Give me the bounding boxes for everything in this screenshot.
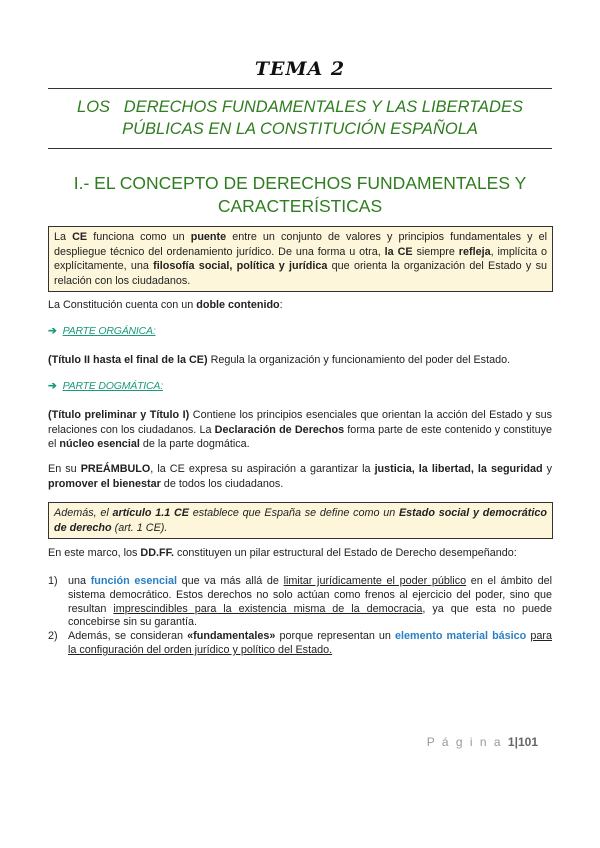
tema-title: TEMA 2 (254, 58, 346, 80)
subtitle-line-2: PÚBLICAS EN LA CONSTITUCIÓN ESPAÑOLA (122, 120, 478, 138)
section-heading (48, 172, 552, 218)
funciones-list (48, 575, 552, 658)
preambulo-paragraph: En su PREÁMBULO, la CE expresa su aspiración a garantizar la justicia, la libertad, la seguridad y promover el bienestar de todos los ciudadanos. (48, 463, 552, 490)
list-item: 2) Además, se consideran «fundamentales» porque representan un elemento material básico para la configuración del orden jurídico y político del Estado. (48, 630, 553, 656)
page-footer: P á g i n a 1|101 (426, 735, 538, 749)
top-rule (48, 88, 552, 89)
bottom-rule (48, 148, 552, 149)
doble-contenido-paragraph: La Constitución cuenta con un doble contenido: (48, 299, 283, 311)
marco-paragraph: En este marco, los DD.FF. constituyen un pilar estructural del Estado de Derecho desempeñando: (48, 547, 517, 559)
list-item: 1) una función esencial que va más allá de limitar jurídicamente el poder público en el ámbito del sistema democrático. Estos derechos no solo actúan como frenos al ejercicio del poder, sino que resultan imprescindibles para la existencia misma de la democracia, ya que esta no puede concebirse sin su garantía. (48, 575, 552, 629)
subtitle-line-1: LOS DERECHOS FUNDAMENTALES Y LAS LIBERTADES (77, 98, 523, 116)
articulo-box: Además, el artículo 1.1 CE establece que España se define como un Estado social y democrático de derecho (art. 1 CE). (48, 502, 553, 539)
page-total: 101 (517, 735, 538, 749)
page-number: 1 (507, 735, 515, 749)
section-heading-line-2: CARACTERÍSTICAS (217, 196, 383, 216)
arrow-icon: ➔ (48, 380, 57, 392)
intro-box: La CE funciona como un puente entre un conjunto de valores y principios fundamentales y el despliegue técnico del ordenamiento jurídico. De una forma u otra, la CE siempre refleja, implícita o explícitamente, una filosofía social, política y jurídica que orienta la organización del Estado y su relación con los ciudadanos. (48, 226, 553, 292)
section-heading-line-1: I.- EL CONCEPTO DE DERECHOS FUNDAMENTALES Y (73, 173, 527, 193)
parte-organica-paragraph: (Título II hasta el final de la CE) Regula la organización y funcionamiento del poder del Estado. (48, 354, 511, 366)
parte-dogmatica-heading: ➔ PARTE DOGMÁTICA: (48, 380, 163, 392)
parte-organica-heading: ➔ PARTE ORGÁNICA: (48, 325, 156, 337)
arrow-icon: ➔ (48, 325, 57, 337)
document-subtitle (48, 96, 552, 140)
parte-dogmatica-paragraph: (Título preliminar y Título I) Contiene los principios esenciales que orientan la acción del Estado y sus relaciones con los ciudadanos. La Declaración de Derechos forma parte de este contenido y constituye el núcleo esencial de la parte dogmática. (48, 409, 552, 451)
pagina-label: P á g i n a (426, 735, 503, 749)
